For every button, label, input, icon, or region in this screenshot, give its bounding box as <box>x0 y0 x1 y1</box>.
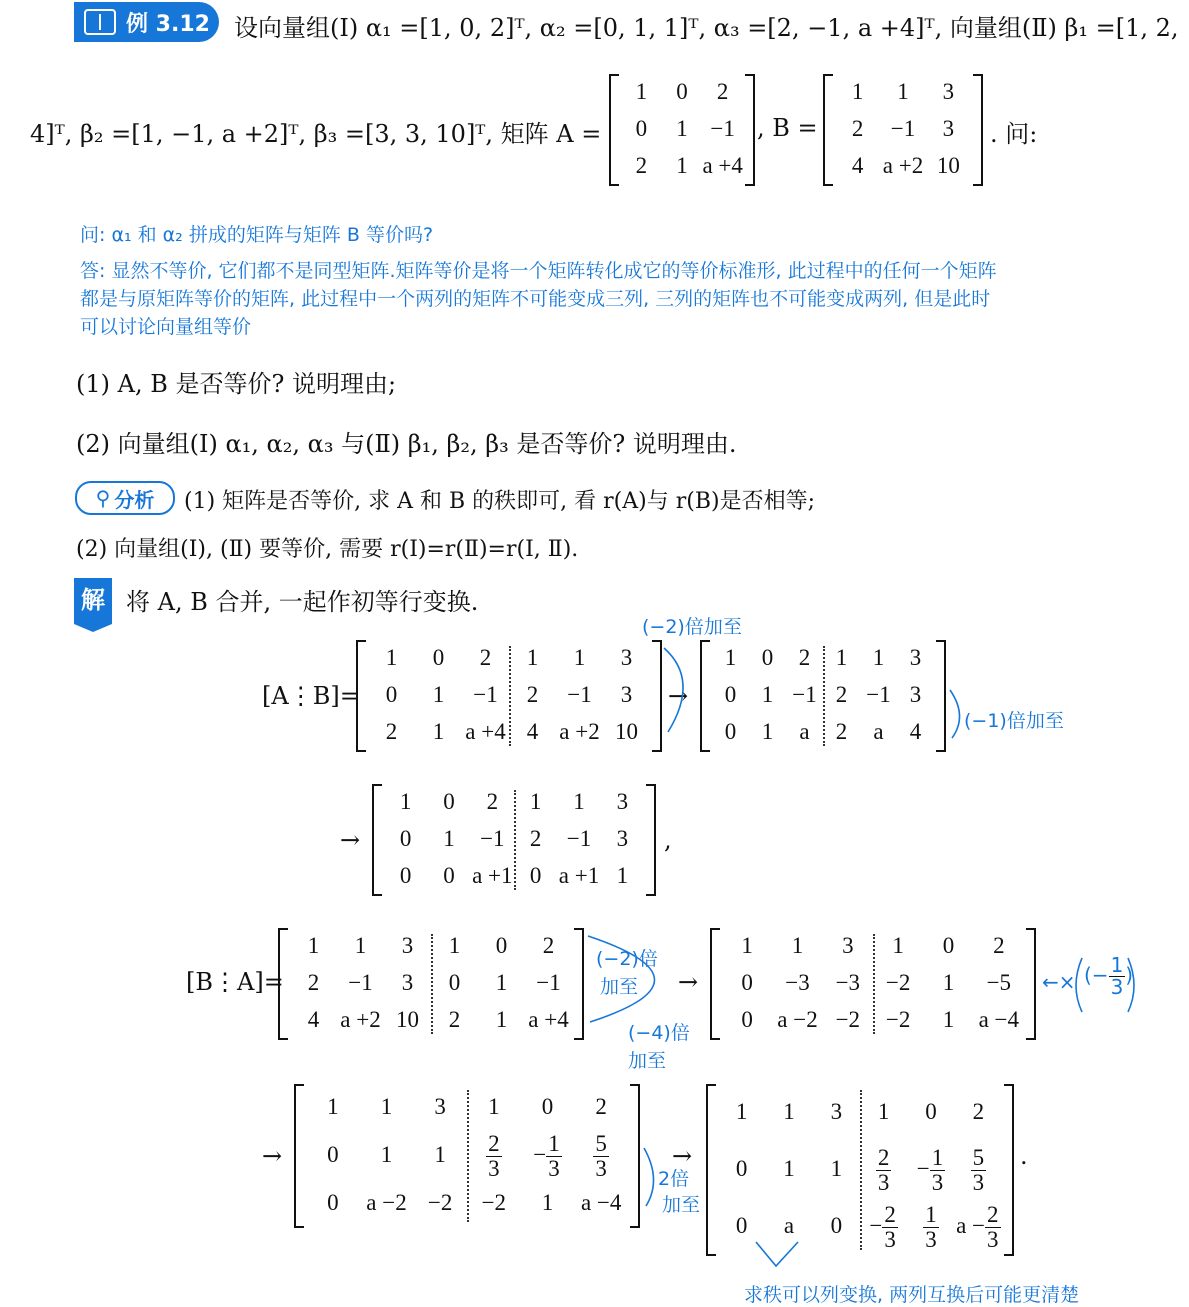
matrix-cell: 1 <box>830 1156 843 1181</box>
matrix-cell: 1 <box>495 970 508 995</box>
matrix-cell: −1 <box>866 682 891 707</box>
matrix-cell: 2 <box>635 153 648 179</box>
solution-label: 解 <box>81 586 105 614</box>
matrix-cell: 2 <box>798 644 811 670</box>
matrix-cell: a <box>873 719 884 745</box>
matrix-cell: 1 <box>385 644 398 670</box>
arrow-3: → <box>678 968 699 996</box>
matrix-cell: 1 <box>897 78 909 104</box>
curved-arrow-3 <box>588 936 655 1022</box>
annotation-6a: 2倍 <box>658 1168 690 1190</box>
matrix-cell: 1 <box>541 1190 554 1215</box>
matrix-cell: 3 <box>401 970 414 995</box>
matrix-cell: 1 <box>399 788 412 814</box>
matrix-cell: −1 <box>710 116 735 141</box>
matrix-cell: −3 <box>835 970 861 995</box>
matrix-cell: 2 <box>479 644 492 670</box>
matrix-cell: −3 <box>785 970 810 995</box>
arrow-1: → <box>668 682 689 710</box>
annotation-3b: 加至 <box>600 976 639 998</box>
matrix-cell: 2 <box>542 932 555 958</box>
matrix-cell: 0 <box>443 863 455 889</box>
curved-arrow-2 <box>950 690 960 738</box>
annotation-3a: (−2)倍 <box>596 948 658 970</box>
matrix-cell: 3 <box>842 932 854 958</box>
matrix-cell: 1 <box>761 719 774 745</box>
matrix-cell: 1 <box>892 932 904 958</box>
curved-arrow-4 <box>644 1148 654 1206</box>
matrix-cell: 0 <box>327 1190 339 1215</box>
matrix-cell: 2 <box>972 1098 985 1124</box>
annotation-4b: 加至 <box>628 1050 667 1072</box>
matrix-cell: 1 <box>676 153 688 179</box>
matrix-cell: a <box>799 719 810 745</box>
analysis-line-1: (1) 矩阵是否等价, 求 A 和 B 的秩即可, 看 r(A)与 r(B)是否相等; <box>184 489 815 514</box>
annotation-5-fraction: (− $\frac{1}{3}$ ) <box>1084 953 1134 999</box>
matrix-cell: 0 <box>448 970 461 995</box>
matrix-cell: 1 <box>432 682 445 707</box>
matrix-cell: 1 <box>488 1094 500 1119</box>
matrix-cell: 3 <box>620 682 633 707</box>
matrix-cell: 2 <box>385 719 398 745</box>
matrix-cell: 3 <box>909 644 922 670</box>
problem-line-2-mid: , B = <box>757 114 818 142</box>
matrix-cell: −5 <box>986 970 1012 995</box>
matrix-cell: −1 <box>567 682 592 707</box>
matrix-cell: 0 <box>432 644 445 670</box>
matrix-cell: 1 <box>380 1142 393 1167</box>
question-1: (1) A, B 是否等价? 说明理由; <box>76 370 397 398</box>
matrix-cell: 0 <box>495 932 508 958</box>
left-paren-stroke <box>1076 958 1082 1012</box>
right-paren-stroke <box>1128 958 1134 1012</box>
matrix-cell: 1 <box>635 78 648 104</box>
matrix-cell: 1 <box>676 116 688 141</box>
problem-line-2-prefix: 4]ᵀ, β₂ =[1, −1, a +2]ᵀ, β₃ =[3, 3, 10]ᵀ, 矩阵 A = <box>30 120 602 148</box>
matrix-cell: 1 <box>432 719 445 745</box>
ab-label: [A⋮B]= <box>262 682 360 710</box>
matrix-cell: 3 <box>616 788 629 814</box>
matrix-cell: 2 <box>529 826 542 851</box>
matrix-cell: 2 <box>716 78 729 104</box>
matrix-cell: −1 <box>536 970 561 995</box>
annotation-5: ←× <box>1042 970 1076 994</box>
problem-line-1: 设向量组(Ⅰ) α₁ =[1, 0, 2]ᵀ, α₂ =[0, 1, 1]ᵀ, α₃ =[2, −1, a +4]ᵀ, 向量组(Ⅱ) β₁ =[1, 2, <box>234 14 1179 42</box>
analysis-line-2: (2) 向量组(Ⅰ), (Ⅱ) 要等价, 需要 r(Ⅰ)=r(Ⅱ)=r(Ⅰ, Ⅱ). <box>76 537 579 562</box>
matrix-cell: 1 <box>443 826 455 851</box>
matrix-cell: 0 <box>724 719 737 745</box>
matrix-cell: 0 <box>761 644 774 670</box>
matrix-cell: a +2 <box>882 153 924 179</box>
matrix-cell: a −4 <box>580 1190 622 1215</box>
matrix-cell: 1 <box>761 682 774 707</box>
matrix-cell: a −2 <box>777 1007 818 1033</box>
matrix-cell: −1 <box>480 826 505 851</box>
matrix-cell: 1 <box>307 932 320 958</box>
matrix-cell: 2 <box>526 682 539 707</box>
matrix-cell: 1 <box>791 932 804 958</box>
matrix-cell: $\frac{2}{3}$ <box>488 1131 500 1182</box>
matrix-cell: 4 <box>851 153 864 179</box>
swap-arrows <box>756 1242 798 1266</box>
annotation-4a: (−4)倍 <box>628 1022 690 1044</box>
matrix-cell: 0 <box>635 116 648 141</box>
matrix-cell: 1 <box>724 644 737 670</box>
bottom-note: 求秩可以列变换, 两列互换后可能更清楚 <box>744 1284 1080 1306</box>
matrix-cell: a +2 <box>340 1007 381 1033</box>
matrix-cell: 0 <box>735 1213 748 1239</box>
matrix-cell: 3 <box>942 78 955 104</box>
matrix-cell: 0 <box>541 1094 554 1119</box>
matrix-cell: 1 <box>942 970 955 995</box>
matrix-cell: 4 <box>909 719 922 745</box>
matrix-cell: $\frac{5}{3}$ <box>972 1145 985 1196</box>
matrix-cell: 0 <box>724 682 737 707</box>
matrix-cell: 10 <box>615 719 638 745</box>
arrow-4: → <box>262 1142 283 1170</box>
matrix-cell: 2 <box>851 116 864 141</box>
matrix-cell: 2 <box>993 932 1005 958</box>
matrix-cell: 1 <box>529 788 542 814</box>
matrix-cell: 1 <box>942 1007 955 1033</box>
matrix-cell: −1 <box>566 826 592 851</box>
matrix-cell: −2 <box>481 1190 507 1215</box>
matrix-cell: 0 <box>385 682 398 707</box>
note-question: 问: α₁ 和 α₂ 拼成的矩阵与矩阵 B 等价吗? <box>80 224 434 246</box>
matrix-cell: $\frac{5}{3}$ <box>595 1131 607 1182</box>
matrix-cell: 4 <box>307 1007 320 1033</box>
matrix-cell: 1 <box>495 1007 508 1033</box>
arrow-2: → <box>340 826 361 854</box>
matrix-cell: $\frac{2}{3}$ <box>877 1145 890 1196</box>
search-icon: ⚲ <box>95 486 111 510</box>
matrix-cell: 1 <box>573 644 586 670</box>
note-answer-line-3: 可以讨论向量组等价 <box>80 316 252 338</box>
matrix-cell: 0 <box>399 826 412 851</box>
matrix-cell: a +4 <box>702 153 743 179</box>
annotation-2: (−1)倍加至 <box>964 710 1064 732</box>
matrix-cell: 3 <box>830 1098 843 1124</box>
matrix-cell: 3 <box>616 826 629 851</box>
matrix-cell: 0 <box>942 932 955 958</box>
curved-arrow-1 <box>664 648 683 732</box>
matrix-cell: 1 <box>835 644 848 670</box>
matrix-cell: −1 <box>792 682 817 707</box>
matrix-cell: −1 <box>473 682 498 707</box>
arrow-5: → <box>672 1142 693 1170</box>
matrix-cell: 4 <box>526 719 539 745</box>
matrix-cell: 0 <box>327 1142 339 1167</box>
matrix-cell: a +1 <box>558 863 600 889</box>
matrix-cell: $\frac{1}{3}$ <box>925 1202 937 1253</box>
matrix-cell: − $\frac{1}{3}$ <box>533 1131 560 1182</box>
matrix-cell: a −2 <box>366 1190 407 1215</box>
comma-1: , <box>664 826 672 854</box>
matrix-cell: 2 <box>595 1094 607 1119</box>
matrix-cell: 3 <box>434 1094 446 1119</box>
matrix-cell: 0 <box>443 788 455 814</box>
matrix-cell: 3 <box>909 682 922 707</box>
matrix-cell: a +2 <box>559 719 600 745</box>
matrix-cell: 10 <box>396 1007 419 1033</box>
matrix-cell: − $\frac{1}{3}$ <box>916 1145 944 1196</box>
matrix-cell: −2 <box>427 1190 453 1215</box>
matrix-cell: −1 <box>890 116 916 141</box>
matrix-cell: 3 <box>942 116 955 141</box>
matrix-cell: 1 <box>741 932 753 958</box>
question-2: (2) 向量组(Ⅰ) α₁, α₂, α₃ 与(Ⅱ) β₁, β₂, β₃ 是否等价? 说明理由. <box>76 430 737 458</box>
matrix-cell: 1 <box>783 1098 795 1124</box>
matrix-cell: 1 <box>573 788 585 814</box>
matrix-cell: 0 <box>529 863 542 889</box>
matrix-cell: 2 <box>448 1007 461 1033</box>
matrix-cell: −2 <box>835 1007 861 1033</box>
matrix-cell: −2 <box>885 1007 911 1033</box>
matrix-cell: 0 <box>741 1007 753 1033</box>
matrix-cell: a +4 <box>528 1007 569 1033</box>
matrix-cell: 0 <box>830 1213 843 1239</box>
matrix-cell: 1 <box>434 1142 446 1167</box>
matrix-cell: 3 <box>620 644 633 670</box>
matrix-cell: 1 <box>877 1098 890 1124</box>
matrix-cell: − $\frac{2}{3}$ <box>869 1202 896 1253</box>
problem-line-2-suffix: . 问: <box>990 120 1038 148</box>
analysis-label: 分析 <box>114 487 155 512</box>
matrix-cell: 1 <box>735 1098 748 1124</box>
matrix-cell: a +4 <box>465 719 506 745</box>
matrix-cell: 2 <box>307 970 320 995</box>
matrix-cell: 2 <box>835 719 848 745</box>
ba-label: [B⋮A]= <box>186 968 284 996</box>
matrix-cell: 1 <box>448 932 461 958</box>
matrix-cell: 2 <box>835 682 848 707</box>
note-answer-line-1: 答: 显然不等价, 它们都不是同型矩阵.矩阵等价是将一个矩阵转化成它的等价标准形, 此过程中的任何一个矩阵 <box>80 260 997 282</box>
period-1: . <box>1020 1142 1028 1170</box>
matrix-cell: 1 <box>872 644 885 670</box>
matrix-cell: 1 <box>380 1094 393 1119</box>
matrix-cell: 0 <box>399 863 412 889</box>
matrix-cell: a − $\frac{2}{3}$ <box>956 1202 999 1253</box>
annotation-1: (−2)倍加至 <box>642 616 742 638</box>
matrix-cell: 1 <box>327 1094 339 1119</box>
matrix-cell: −1 <box>348 970 373 995</box>
matrix-cell: 1 <box>783 1156 795 1181</box>
example-label: 例 3.12 <box>126 11 210 37</box>
matrix-cell: 2 <box>486 788 499 814</box>
matrix-cell: a +1 <box>472 863 513 889</box>
matrix-cell: 0 <box>676 78 688 104</box>
solution-intro: 将 A, B 合并, 一起作初等行变换. <box>126 588 479 616</box>
matrix-cell: 0 <box>741 970 753 995</box>
matrix-cell: 10 <box>936 153 960 179</box>
matrix-cell: a <box>783 1213 795 1239</box>
annotation-6b: 加至 <box>662 1194 701 1216</box>
matrix-cell: a −4 <box>978 1007 1020 1033</box>
matrix-cell: 1 <box>616 863 629 889</box>
matrix-cell: 1 <box>526 644 539 670</box>
matrix-cell: 1 <box>851 78 864 104</box>
matrix-cell: 1 <box>354 932 367 958</box>
matrix-cell: 3 <box>401 932 414 958</box>
matrix-cell: 0 <box>735 1156 748 1181</box>
matrix-cell: −2 <box>885 970 911 995</box>
note-answer-line-2: 都是与原矩阵等价的矩阵, 此过程中一个两列的矩阵不可能变成三列, 三列的矩阵也不可能变成两列, 但是此时 <box>80 288 991 310</box>
matrix-cell: 0 <box>925 1098 937 1124</box>
